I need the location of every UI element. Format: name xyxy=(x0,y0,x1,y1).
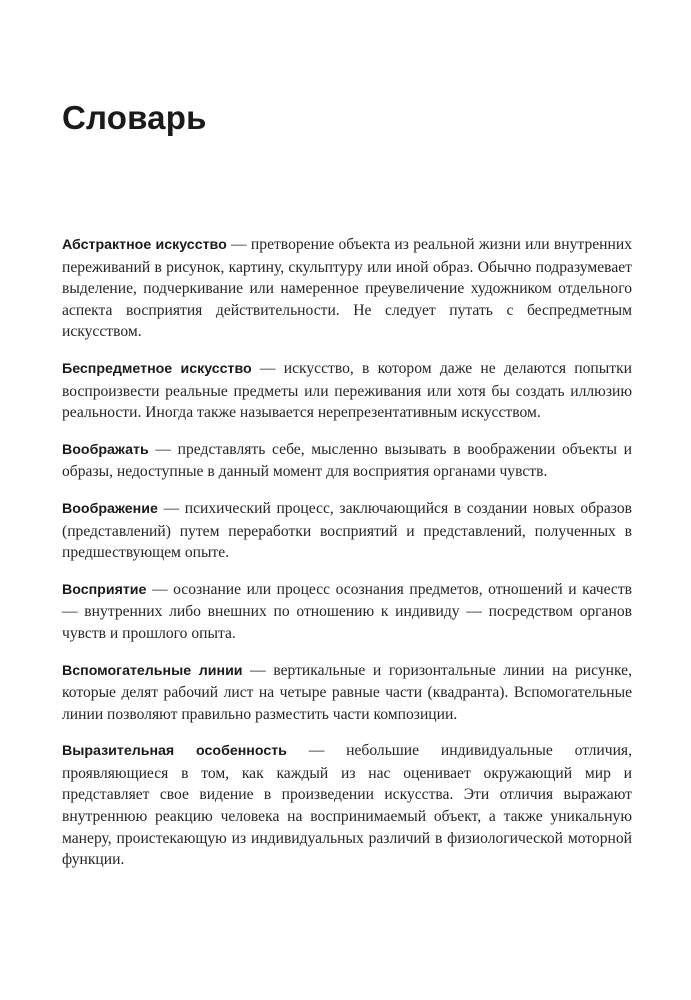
glossary-entry-guide-lines xyxy=(62,660,632,726)
glossary-definition: — искусство, в котором даже не делаются попытки воспроизвести реальные предметы или переживания или хотя бы создать иллюзию реальности. Иногда также называется нерепрезентативным искусством. xyxy=(62,359,632,422)
glossary-entry-expressive-feature xyxy=(62,740,632,871)
glossary-entry-non-objective-art xyxy=(62,358,632,424)
glossary-term: Восприятие xyxy=(62,581,147,598)
glossary-term: Беспредметное искусство xyxy=(62,360,252,377)
glossary-term: Вспомогательные линии xyxy=(62,662,243,679)
glossary-term: Воображать xyxy=(62,441,149,458)
glossary-term: Выразительная особенность xyxy=(62,743,287,760)
glossary-definition: — претворение объекта из реальной жизни или внутренних переживаний в рисунок, картину, скульптуру или иной образ. Обычно подразумевает выделение, подчеркивание или намеренное преувеличение художником отдельного аспекта восприятия действительности. Не следует путать с беспредметным искусством. xyxy=(62,236,632,341)
glossary-term: Воображение xyxy=(62,500,158,517)
glossary-list xyxy=(62,234,632,886)
glossary-definition: — небольшие индивидуальные отличия, проявляющиеся в том, как каждый из нас оценивает окружающий мир и представляет свое видение в произведении искусства. Эти отличия выражают внутреннюю реакцию человека на воспринимаемый объект, а также уникальную манеру, проистекающую из индивидуальных различий в физиологической моторной функции. xyxy=(62,742,632,869)
glossary-definition: — осознание или процесс осознания предметов, отношений и качеств — внутренних либо внешних по отношению к индивиду — посредством органов чувств и прошлого опыта. xyxy=(62,580,632,642)
page-title: Словарь xyxy=(62,99,207,136)
glossary-definition: — психический процесс, заключающийся в создании новых образов (представлений) путем переработки восприятий и представлений, полученных в предшествующем опыте. xyxy=(62,499,632,562)
glossary-entry-abstract-art xyxy=(62,234,632,343)
glossary-definition: — вертикальные и горизонтальные линии на рисунке, которые делят рабочий лист на четыре равные части (квадранта). Вспомогательные линии позволяют правильно разместить части композиции. xyxy=(62,661,633,723)
glossary-entry-imagination xyxy=(62,498,632,564)
glossary-definition: — представлять себе, мысленно вызывать в воображении объекты и образы, недоступные в данный момент для восприятия органами чувств. xyxy=(62,440,632,481)
glossary-entry-perception xyxy=(62,579,632,645)
glossary-term: Абстрактное искусство xyxy=(62,237,227,253)
glossary-entry-imagine xyxy=(62,439,632,483)
